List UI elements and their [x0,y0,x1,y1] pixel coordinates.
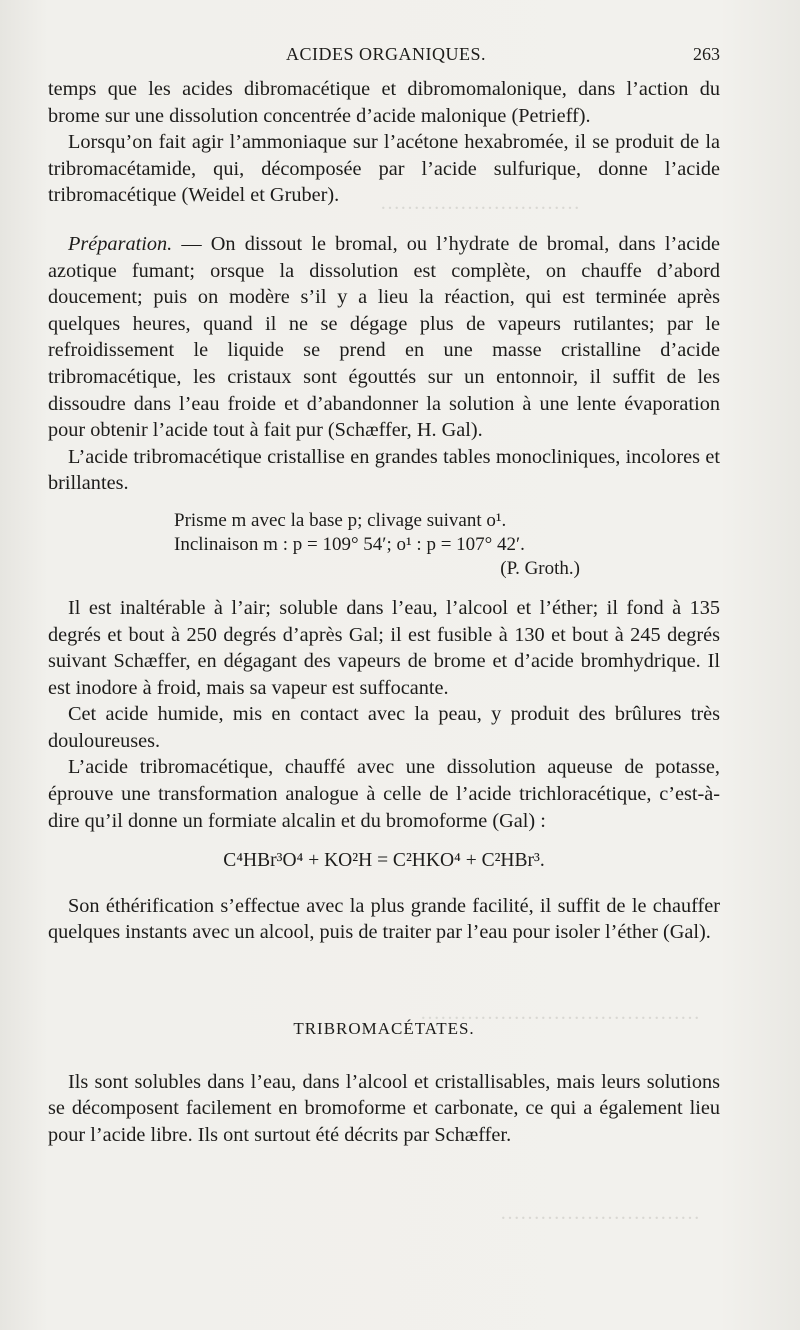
bleed-through: …………………………………… [420,1002,700,1024]
crystal-line: Prisme m avec la base p; clivage suivant o¹. [174,509,507,531]
crystal-source: (P. Groth.) [500,557,580,579]
paragraph: Il est inaltérable à l’air; soluble dans l’eau, l’alcool et l’éther; il fond à 135 degrés et bout à 250 degrés d’après Gal; il est fusible à 130 et bout à 245 degrés suivant Schæffer, en dégagant des vapeurs de brome et d’acide bromhydrique. Il est inodore à froid, mais sa vapeur est suffocante. [48,596,720,699]
paragraph: temps que les acides dibromacétique et dibromomalonique, dans l’action du brome sur une dissolution concentrée d’acide malonique (Petrieff). [48,78,720,127]
crystal-data [174,509,720,581]
bleed-through: ………………………… [500,1202,700,1224]
preparation-text: — On dissout le bromal, ou l’hydrate de bromal, dans l’acide azotique fumant; orsque la dissolution est complète, on chauffe d’abord doucement; puis on modère s’il y a lieu la réaction, qui est terminée après quelques heures, quand il ne se dégage plus de vapeurs rutilantes; par le refroidissement le liquide se prend en une masse cristalline d’acide tribromacétique, les cristaux sont égouttés sur un entonnoir, il suffit de les dissoudre dans l’eau froide et d’abandonner la solution à une lente évaporation pour obtenir l’acide tout à fait pur (Schæffer, H. Gal). [48,232,720,442]
crystal-line: Inclinaison m : p = 109° 54′; o¹ : p = 107° 42′. [174,533,525,555]
paragraph: Lorsqu’on fait agir l’ammoniaque sur l’acétone hexabromée, il se produit de la tribromacétamide, qui, décomposée par l’acide sulfurique, donne l’acide tribromacétique (Weidel et Gruber). [48,131,720,207]
paragraph-preparation [48,231,720,444]
page-body [48,76,720,1148]
page-number: 263 [693,44,720,64]
preparation-lead: Préparation. [68,232,173,255]
paragraph: Son éthérification s’effectue avec la plus grande facilité, il suffit de le chauffer quelques instants avec un alcool, puis de traiter par l’eau pour isoler l’éther (Gal). [48,894,720,944]
running-head: ACIDES ORGANIQUES. [286,44,487,64]
paragraph: Ils sont solubles dans l’eau, dans l’alcool et cristallisables, mais leurs solutions se décomposent facilement en bromoforme et carbonate, ce qui a également lieu pour l’acide libre. Ils ont surtout été décrits par Schæffer. [48,1070,720,1146]
section-title: TRIBROMACÉTATES. [293,1019,475,1039]
chemical-equation: C⁴HBr³O⁴ + KO²H = C²HKO⁴ + C²HBr³. [223,850,545,872]
paragraph: Cet acide humide, mis en contact avec la peau, y produit des brûlures très douloureuses. [48,703,720,752]
paragraph: L’acide tribromacétique cristallise en grandes tables monocliniques, incolores et brillantes. [48,445,720,495]
bleed-through: ………………………… [380,192,580,214]
page-header [48,40,720,70]
paragraph: L’acide tribromacétique, chauffé avec une dissolution aqueuse de potasse, éprouve une transformation analogue à celle de l’acide trichloracétique, c’est-à-dire qu’il donne un formiate alcalin et du bromoforme (Gal) : [48,756,720,832]
